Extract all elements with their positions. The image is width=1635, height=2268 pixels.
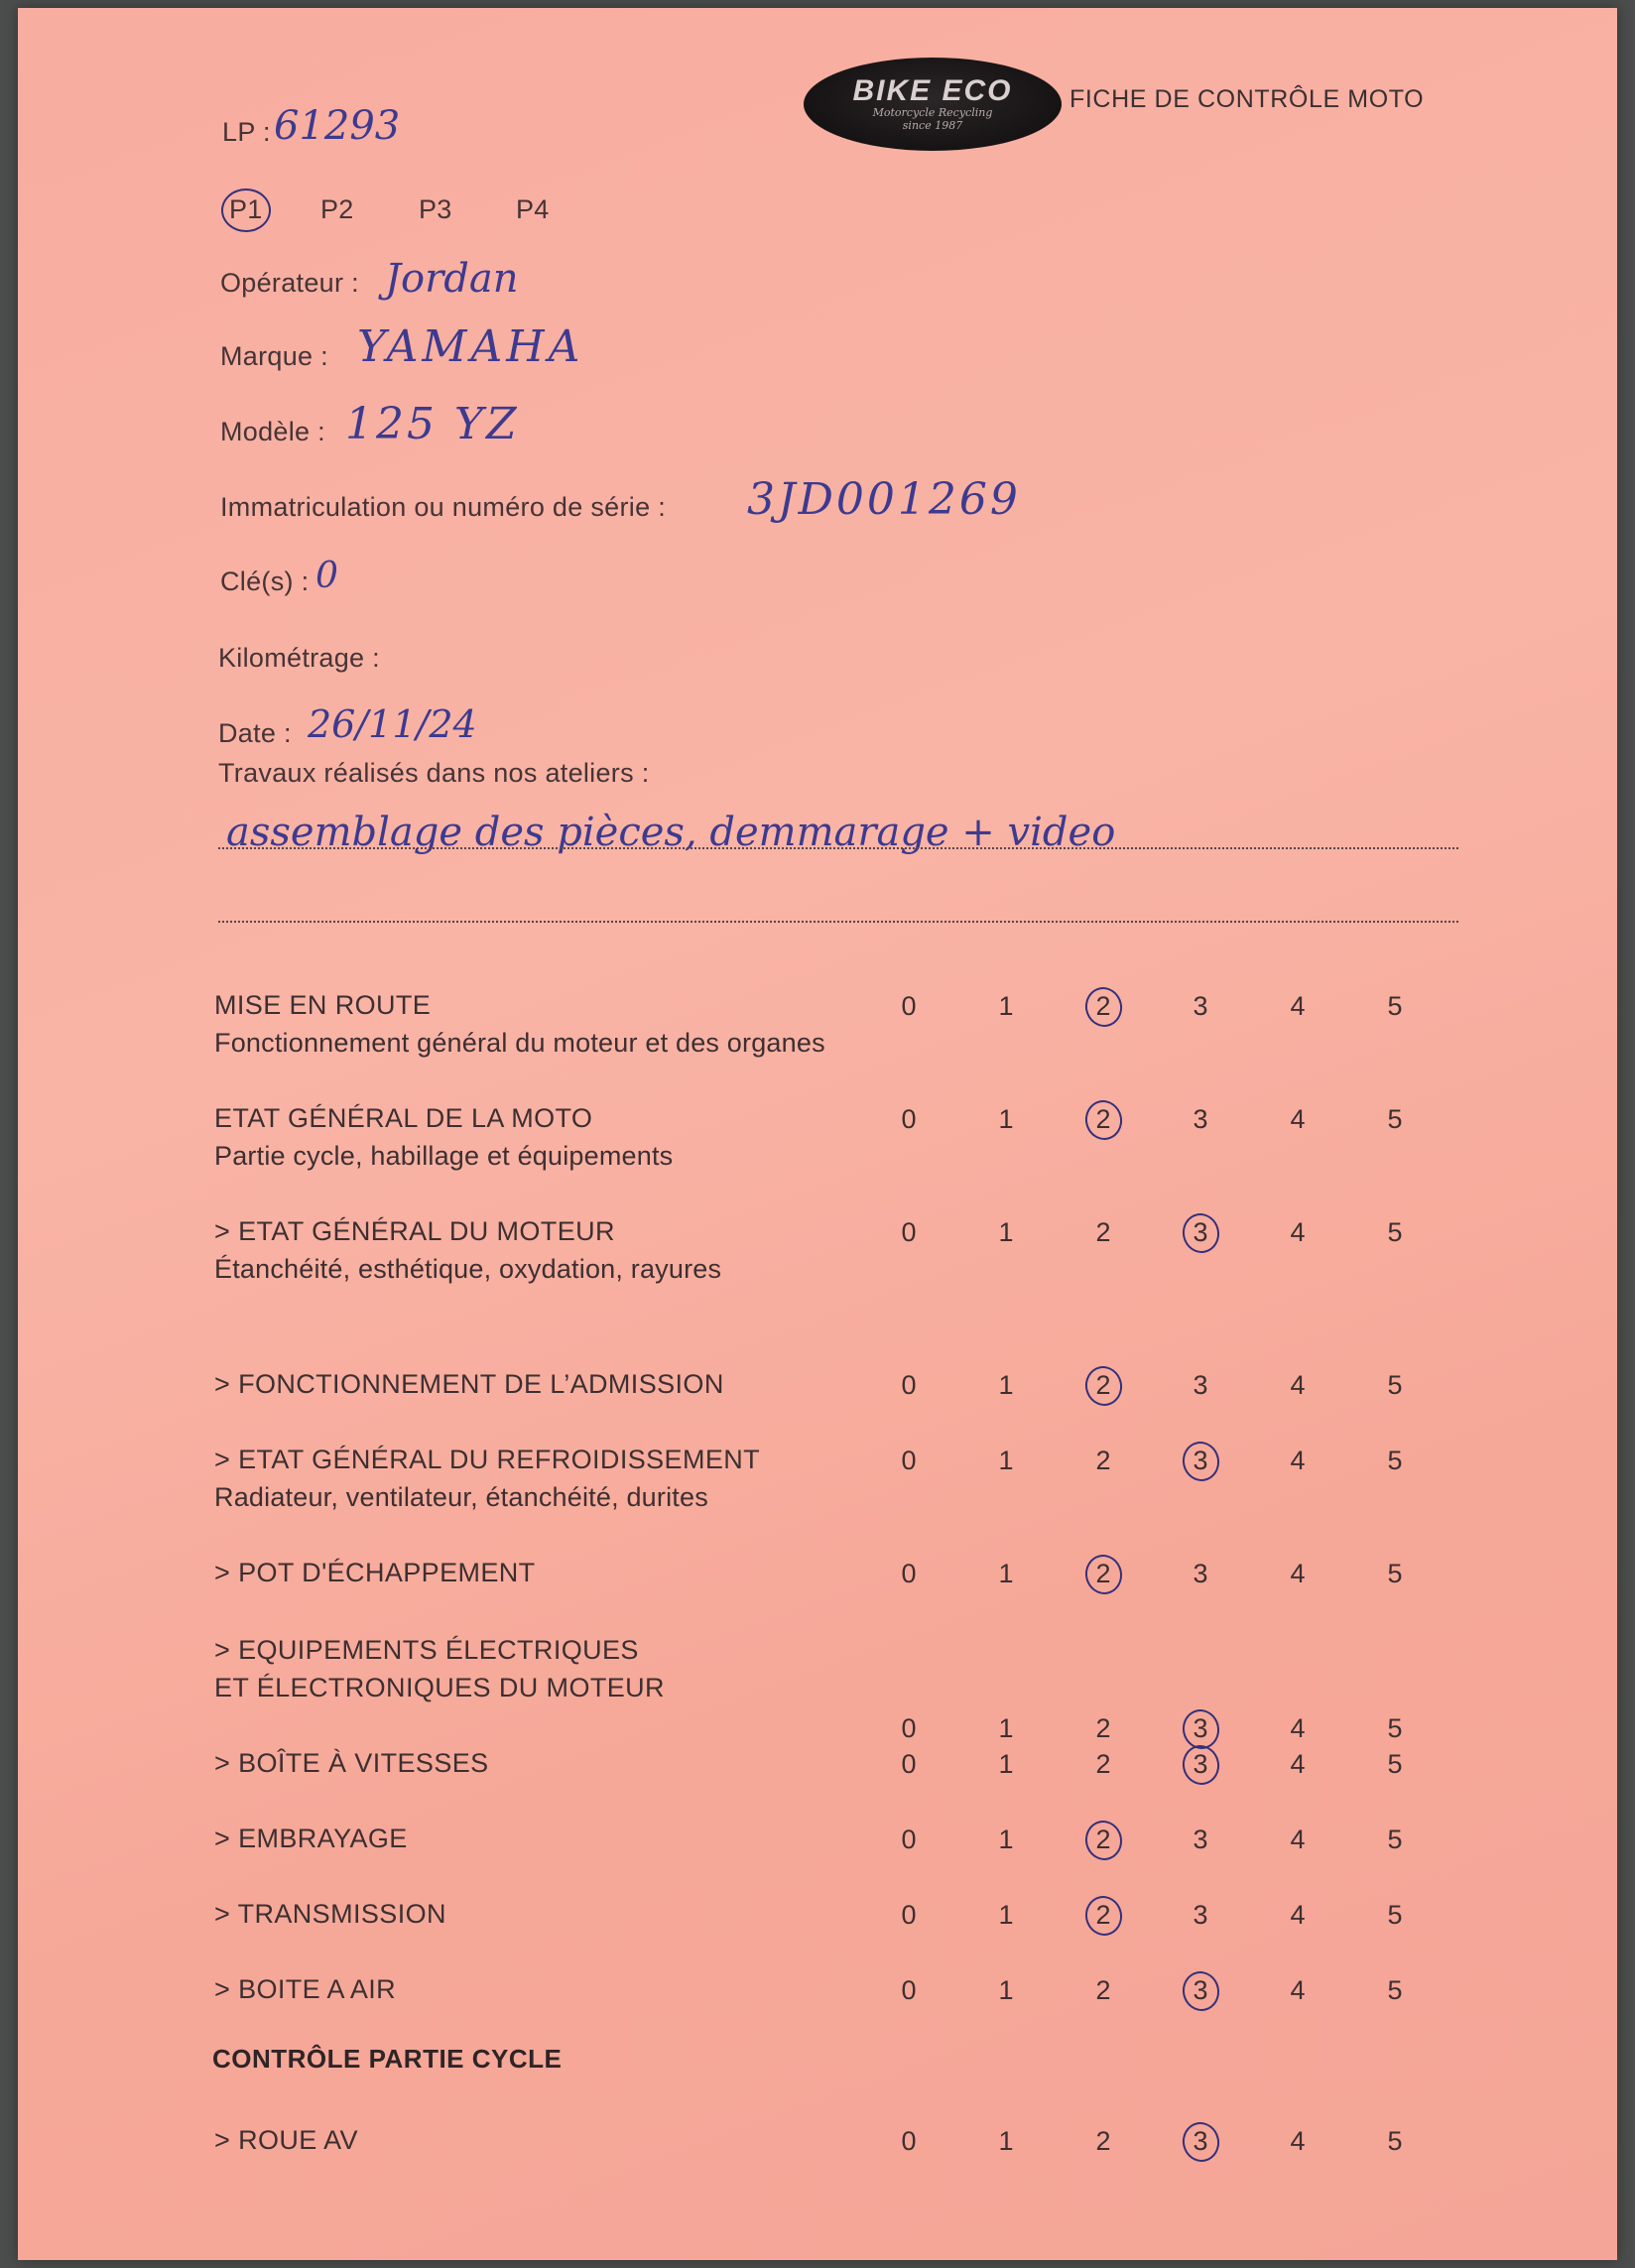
score-3[interactable]: 3 <box>1179 1210 1222 1254</box>
score-2[interactable]: 2 <box>1081 1363 1125 1407</box>
date-value: 26/11/24 <box>308 702 477 746</box>
immatriculation-label: Immatriculation ou numéro de série : <box>220 492 666 522</box>
position-p1[interactable]: P1 <box>229 194 263 224</box>
score-0[interactable]: 0 <box>901 1824 917 1854</box>
score-2[interactable]: 2 <box>1081 1552 1125 1595</box>
check-title: ETAT GÉNÉRAL DE LA MOTO <box>214 1103 593 1133</box>
check-title: > ETAT GÉNÉRAL DU REFROIDISSEMENT <box>214 1445 761 1474</box>
score-2[interactable]: 2 <box>1095 1974 1111 2005</box>
operateur-value: Jordan <box>385 256 519 302</box>
score-1[interactable]: 1 <box>998 1824 1014 1854</box>
score-0[interactable]: 0 <box>901 2125 917 2156</box>
score-1[interactable]: 1 <box>998 1445 1014 1475</box>
score-1[interactable]: 1 <box>998 990 1014 1021</box>
score-5[interactable]: 5 <box>1387 1899 1403 1930</box>
check-subtitle: Fonctionnement général du moteur et des organes <box>214 1028 825 1058</box>
kilometrage-label: Kilométrage : <box>218 643 380 673</box>
score-3[interactable]: 3 <box>1179 1968 1222 2012</box>
bike-eco-logo <box>804 58 1062 151</box>
score-0[interactable]: 0 <box>901 1558 917 1588</box>
marque-value: YAMAHA <box>357 321 584 372</box>
score-1[interactable]: 1 <box>998 1558 1014 1588</box>
score-3[interactable]: 3 <box>1179 1439 1222 1482</box>
score-2[interactable]: 2 <box>1095 2125 1111 2156</box>
lp-label: LP : <box>222 117 271 147</box>
score-0[interactable]: 0 <box>901 1216 917 1247</box>
score-0[interactable]: 0 <box>901 1748 917 1779</box>
date-label: Date : <box>218 718 292 748</box>
check-title: MISE EN ROUTE <box>214 990 432 1020</box>
check-title: > ROUE AV <box>214 2125 358 2155</box>
score-0[interactable]: 0 <box>901 1899 917 1930</box>
score-4[interactable]: 4 <box>1290 1558 1306 1588</box>
score-1[interactable]: 1 <box>998 1103 1014 1134</box>
score-5[interactable]: 5 <box>1387 1974 1403 2005</box>
score-0[interactable]: 0 <box>901 1369 917 1400</box>
operateur-label: Opérateur : <box>220 268 359 298</box>
score-4[interactable]: 4 <box>1290 1445 1306 1475</box>
score-5[interactable]: 5 <box>1387 1748 1403 1779</box>
score-0[interactable]: 0 <box>901 1445 917 1475</box>
check-title-line2: ET ÉLECTRONIQUES DU MOTEUR <box>214 1673 665 1702</box>
score-3[interactable]: 3 <box>1193 1369 1208 1400</box>
score-3[interactable]: 3 <box>1179 1706 1222 1750</box>
score-0[interactable]: 0 <box>901 1712 917 1743</box>
marque-label: Marque : <box>220 341 328 371</box>
score-1[interactable]: 1 <box>998 1899 1014 1930</box>
check-title: > BOÎTE À VITESSES <box>214 1748 489 1778</box>
score-5[interactable]: 5 <box>1387 1558 1403 1588</box>
cles-label: Clé(s) : <box>220 567 310 596</box>
score-1[interactable]: 1 <box>998 2125 1014 2156</box>
score-5[interactable]: 5 <box>1387 1216 1403 1247</box>
travaux-label: Travaux réalisés dans nos ateliers : <box>218 758 650 788</box>
score-3[interactable]: 3 <box>1193 990 1208 1021</box>
score-0[interactable]: 0 <box>901 1103 917 1134</box>
score-1[interactable]: 1 <box>998 1216 1014 1247</box>
score-2[interactable]: 2 <box>1095 1712 1111 1743</box>
score-2[interactable]: 2 <box>1081 1893 1125 1937</box>
position-p2[interactable]: P2 <box>320 194 354 224</box>
check-title: > EQUIPEMENTS ÉLECTRIQUES <box>214 1635 639 1665</box>
lp-value: 61293 <box>274 103 401 149</box>
score-5[interactable]: 5 <box>1387 1445 1403 1475</box>
score-2[interactable]: 2 <box>1081 984 1125 1028</box>
score-4[interactable]: 4 <box>1290 1712 1306 1743</box>
modele-label: Modèle : <box>220 417 325 446</box>
score-3[interactable]: 3 <box>1193 1558 1208 1588</box>
check-title: > TRANSMISSION <box>214 1899 446 1929</box>
check-subtitle: Partie cycle, habillage et équipements <box>214 1141 674 1171</box>
travaux-line-1 <box>218 847 1458 849</box>
score-4[interactable]: 4 <box>1290 1103 1306 1134</box>
score-1[interactable]: 1 <box>998 1369 1014 1400</box>
score-0[interactable]: 0 <box>901 1974 917 2005</box>
control-sheet <box>18 8 1617 2260</box>
score-5[interactable]: 5 <box>1387 1369 1403 1400</box>
logo-text: BIKE ECO <box>852 74 1013 107</box>
score-4[interactable]: 4 <box>1290 990 1306 1021</box>
score-2[interactable]: 2 <box>1081 1818 1125 1861</box>
modele-value: 125 YZ <box>345 399 520 449</box>
check-title: > FONCTIONNEMENT DE L’ADMISSION <box>214 1369 724 1399</box>
score-2[interactable]: 2 <box>1081 1097 1125 1141</box>
check-title: > BOITE A AIR <box>214 1974 397 2004</box>
score-2[interactable]: 2 <box>1095 1445 1111 1475</box>
score-4[interactable]: 4 <box>1290 1748 1306 1779</box>
check-subtitle: Étanchéité, esthétique, oxydation, rayures <box>214 1254 722 1284</box>
score-5[interactable]: 5 <box>1387 2125 1403 2156</box>
score-3[interactable]: 3 <box>1179 2119 1222 2163</box>
score-5[interactable]: 5 <box>1387 990 1403 1021</box>
travaux-value: assemblage des pièces, demmarage + video <box>226 810 1116 855</box>
score-5[interactable]: 5 <box>1387 1103 1403 1134</box>
score-4[interactable]: 4 <box>1290 1216 1306 1247</box>
score-3[interactable]: 3 <box>1193 1103 1208 1134</box>
score-4[interactable]: 4 <box>1290 1974 1306 2005</box>
score-2[interactable]: 2 <box>1095 1216 1111 1247</box>
score-1[interactable]: 1 <box>998 1748 1014 1779</box>
position-p3[interactable]: P3 <box>419 194 452 224</box>
partie-cycle-heading: CONTRÔLE PARTIE CYCLE <box>212 2044 563 2074</box>
score-1[interactable]: 1 <box>998 1712 1014 1743</box>
score-4[interactable]: 4 <box>1290 1824 1306 1854</box>
check-title: > POT D'ÉCHAPPEMENT <box>214 1558 536 1587</box>
score-5[interactable]: 5 <box>1387 1712 1403 1743</box>
score-2[interactable]: 2 <box>1095 1748 1111 1779</box>
score-3[interactable]: 3 <box>1179 1742 1222 1786</box>
check-title: > EMBRAYAGE <box>214 1824 408 1853</box>
score-4[interactable]: 4 <box>1290 2125 1306 2156</box>
logo-subtitle: Motorcycle Recycling <box>872 106 993 119</box>
score-1[interactable]: 1 <box>998 1974 1014 2005</box>
cles-value: 0 <box>315 556 338 596</box>
score-5[interactable]: 5 <box>1387 1824 1403 1854</box>
check-subtitle: Radiateur, ventilateur, étanchéité, durites <box>214 1482 708 1512</box>
immatriculation-value: 3JD001269 <box>747 474 1021 525</box>
score-3[interactable]: 3 <box>1193 1899 1208 1930</box>
logo-since: since 1987 <box>902 119 963 132</box>
score-0[interactable]: 0 <box>901 990 917 1021</box>
score-3[interactable]: 3 <box>1193 1824 1208 1854</box>
score-4[interactable]: 4 <box>1290 1369 1306 1400</box>
sheet-title: FICHE DE CONTRÔLE MOTO <box>1069 85 1425 113</box>
position-p4[interactable]: P4 <box>516 194 550 224</box>
check-title: > ETAT GÉNÉRAL DU MOTEUR <box>214 1216 615 1246</box>
travaux-line-2 <box>218 921 1458 923</box>
score-4[interactable]: 4 <box>1290 1899 1306 1930</box>
